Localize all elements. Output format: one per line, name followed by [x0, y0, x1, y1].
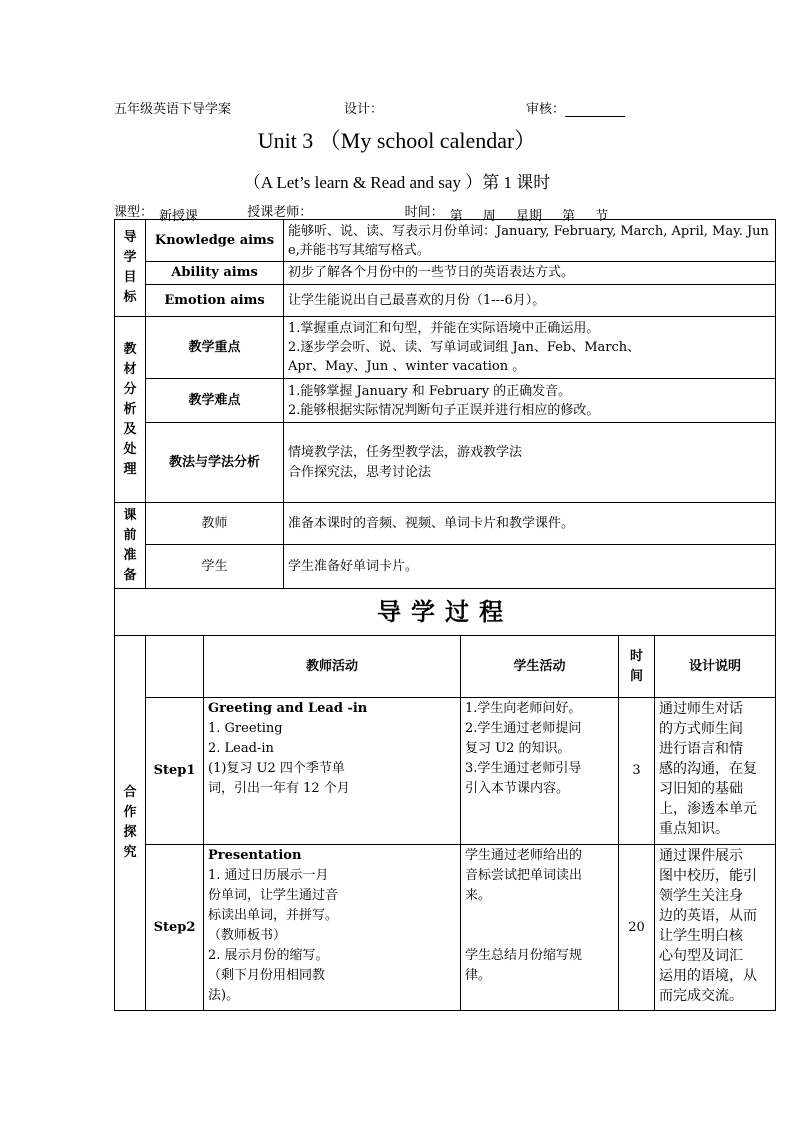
- prep-student-label: 学生: [146, 545, 284, 589]
- ability-aims-label: Ability aims: [146, 262, 284, 285]
- teacher-label: 授课老师：: [247, 205, 313, 220]
- prep-teacher-label: 教师: [146, 503, 284, 545]
- step2-row: [115, 845, 776, 1011]
- emotion-aims-content: 让学生能说出自己最喜欢的月份（1---6月）。: [284, 285, 776, 317]
- process-section-label: 合 作 探 究: [115, 636, 146, 1011]
- designer-label: 设计：: [344, 102, 384, 117]
- type-value: 新授课: [153, 205, 231, 220]
- step1-notes: 通过师生对话 的方式师生间 进行语言和情 感的沟通，在复 习旧知的基础 上，渗透本单元 重点知识。: [655, 698, 776, 845]
- notes-header: 设计说明: [655, 636, 776, 698]
- page-subtitle: （A Let’s learn & Read and say ）第 1 课时: [243, 173, 551, 192]
- step2-teacher-activity: Presentation 1. 通过日历展示一月 份单词，让学生通过音 标读出单词，并拼写。 （教师板书） 2. 展示月份的缩写。 （剩下月份用相同教 法)。: [204, 845, 461, 1011]
- step2-notes: 通过课件展示 图中校历，能引 领学生关注身 边的英语，从而 让学生明白核 心句型及词汇 运用的语境，从 而完成交流。: [655, 845, 776, 1011]
- prep-row-teacher: [115, 503, 776, 545]
- process-header-row: [115, 636, 776, 698]
- step2-time: 20: [619, 845, 655, 1011]
- step1-row: [115, 698, 776, 845]
- ability-aims-content: 初步了解各个月份中的一些节日的英语表达方式。: [284, 262, 776, 285]
- step1-student-activity: 1.学生向老师问好。 2.学生通过老师提问 复习 U2 的知识。 3.学生通过老师引导 引入本节课内容。: [461, 698, 619, 845]
- time-label: 时间：: [404, 205, 444, 220]
- key-points-content: 1.掌握重点词汇和句型，并能在实际语境中正确运用。 2.逐步学会听、说、读、写单词或词组 Jan、Feb、March、 Apr、May、Jun 、winter vacation 。: [284, 317, 776, 379]
- reviewer-blank: [565, 102, 625, 117]
- prep-student-content: 学生准备好单词卡片。: [284, 545, 776, 589]
- analysis-row-methods: [115, 423, 776, 503]
- step2-student-activity: 学生通过老师给出的 音标尝试把单词读出 来。 学生总结月份缩写规 律。: [461, 845, 619, 1011]
- key-points-label: 教学重点: [146, 317, 284, 379]
- step1-time: 3: [619, 698, 655, 845]
- page-title: Unit 3 （My school calendar）: [257, 128, 537, 153]
- analysis-section-label: 教 材 分 析 及 处 理: [115, 317, 146, 503]
- course-name: 五年级英语下导学案: [114, 102, 232, 117]
- knowledge-aims-label: Knowledge aims: [146, 220, 284, 262]
- teacher-activity-header: 教师活动: [204, 636, 461, 698]
- type-label: 课型：: [114, 205, 154, 220]
- methods-label: 教法与学法分析: [146, 423, 284, 503]
- time-value: 第 周 星期 第 节: [444, 205, 660, 220]
- prep-section-label: 课 前 准 备: [115, 503, 146, 589]
- process-heading: 导学过程: [115, 589, 776, 636]
- reviewer-label: 审核：: [526, 102, 566, 117]
- teacher-blank: [312, 205, 388, 220]
- aims-row-ability: [115, 262, 776, 285]
- analysis-row-difficult: [115, 379, 776, 423]
- aims-row-emotion: [115, 285, 776, 317]
- process-heading-row: [115, 589, 776, 636]
- prep-teacher-content: 准备本课时的音频、视频、单词卡片和教学课件。: [284, 503, 776, 545]
- step1-label: Step1: [146, 698, 204, 845]
- prep-row-student: [115, 545, 776, 589]
- knowledge-aims-content: 能够听、说、读、写表示月份单词：January, February, March, April, May. June,并能书写其缩写格式。: [284, 220, 776, 262]
- step-header-empty: [146, 636, 204, 698]
- step2-label: Step2: [146, 845, 204, 1011]
- analysis-row-key: [115, 317, 776, 379]
- time-header: 时 间: [619, 636, 655, 698]
- aims-row-knowledge: [115, 220, 776, 262]
- lesson-meta: [114, 201, 660, 224]
- lesson-plan-table: [114, 219, 776, 1011]
- methods-content: 情境教学法，任务型教学法，游戏教学法 合作探究法，思考讨论法: [284, 423, 776, 503]
- emotion-aims-label: Emotion aims: [146, 285, 284, 317]
- difficult-points-content: 1.能够掌握 January 和 February 的正确发音。 2.能够根据实际情况判断句子正误并进行相应的修改。: [284, 379, 776, 423]
- student-activity-header: 学生活动: [461, 636, 619, 698]
- aims-section-label: 导 学 目 标: [115, 220, 146, 317]
- difficult-points-label: 教学难点: [146, 379, 284, 423]
- reviewer-field: [526, 98, 625, 117]
- step1-teacher-activity: Greeting and Lead -in 1. Greeting 2. Lead-in (1)复习 U2 四个季节单 词，引出一年有 12 个月: [204, 698, 461, 845]
